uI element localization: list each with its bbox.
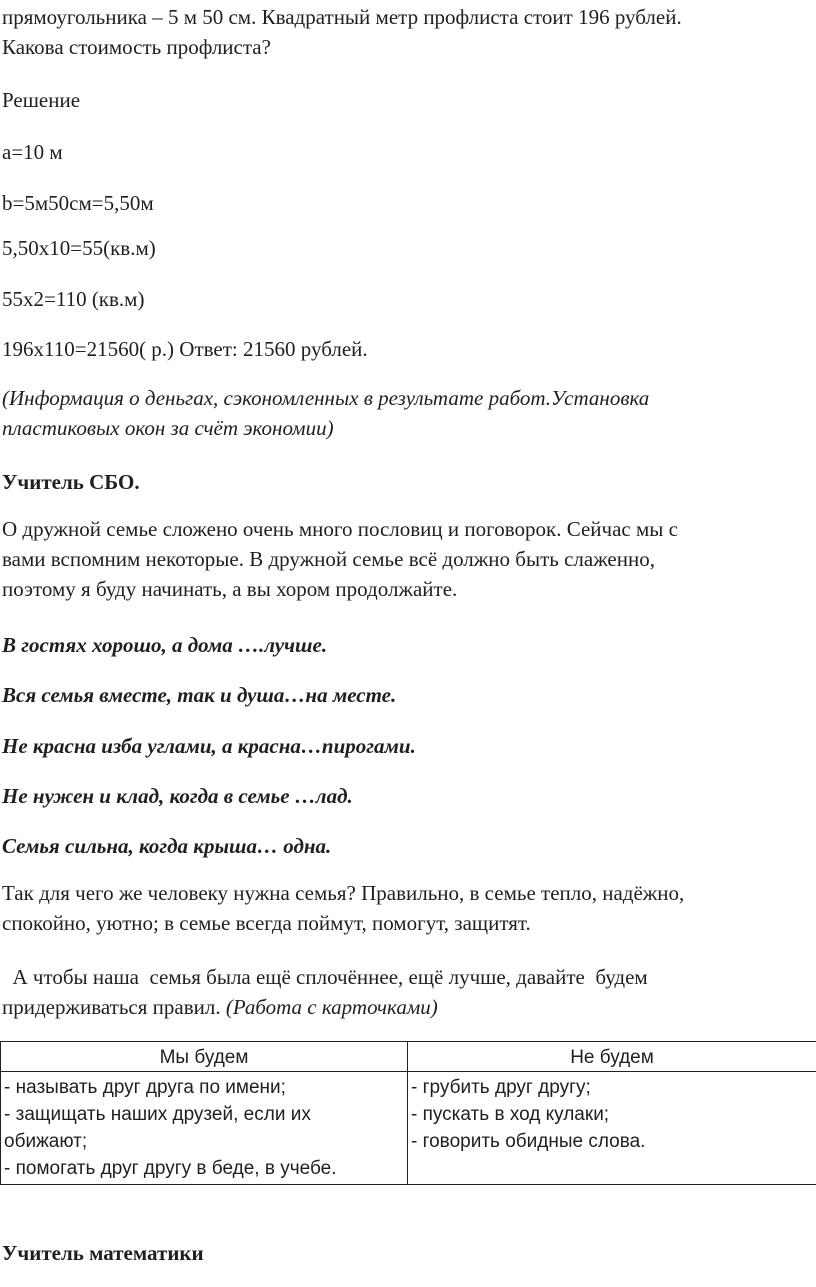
will-cell [1,1072,408,1185]
solution-step-4: 55х2=110 (кв.м) [2,287,145,311]
rules-table [0,1041,816,1185]
proverb-3: Не красна изба углами, а красна…пирогами. [2,734,416,758]
will-item-2-cont: обижают; [4,1131,88,1152]
proverbs-intro [2,514,814,604]
rules-intro-line-2 [2,992,814,1022]
will-item-3: - помогать друг другу в беде, в учебе. [4,1158,337,1179]
proverbs-intro-line-2: вами вспомним некоторые. В дружной семье всё должно быть слаженно, [2,547,655,571]
proverb-4: Не нужен и клад, когда в семье …лад. [2,784,353,808]
proverb-5: Семья сильна, когда крыша… одна. [2,834,332,858]
savings-note-line-1: (Информация о деньгах, сэкономленных в результате работ.Установка [2,386,650,410]
will-item-2: - защищать наших друзей, если их [4,1104,311,1125]
proverb-2: Вся семья вместе, так и душа…на месте. [2,683,397,707]
rules-table-header-row [1,1042,816,1072]
will-not-cell [408,1072,816,1185]
proverbs-intro-line-3: поэтому я буду начинать, а вы хором продолжайте. [2,577,458,601]
solution-answer: 196х110=21560( р.) Ответ: 21560 рублей. [2,337,368,361]
will-not-item-3: - говорить обидные слова. [411,1131,646,1152]
will-item-1: - называть друг друга по имени; [4,1077,286,1098]
problem-line-2: Какова стоимость профлиста? [2,35,271,59]
solution-step-1: a=10 м [2,140,63,164]
header-will: Мы будем [1,1042,408,1072]
solution-step-3: 5,50х10=55(кв.м) [2,236,156,260]
why-family-text [2,878,814,938]
header-will-not: Не будем [408,1042,816,1072]
rules-intro-line-1: А чтобы наша семья была ещё сплочённее, ещё лучше, давайте будем [2,965,648,989]
teacher-sbo-heading: Учитель СБО. [2,470,140,494]
will-not-item-1: - грубить друг другу; [411,1077,591,1098]
savings-note-line-2: пластиковых окон за счёт экономии) [2,416,334,440]
solution-heading: Решение [2,88,81,112]
cards-work-note: (Работа с карточками) [225,995,438,1019]
rules-intro-line-2-text: придерживаться правил. [2,995,226,1019]
proverbs-intro-line-1: О дружной семье сложено очень много пословиц и поговорок. Сейчас мы с [2,517,678,541]
will-not-item-2: - пускать в ход кулаки; [411,1104,610,1125]
problem-text [2,2,814,62]
teacher-math-heading: Учитель математики [2,1241,204,1265]
rules-intro [2,962,814,1022]
savings-note [2,383,814,443]
why-family-line-2: спокойно, уютно; в семье всегда поймут, помогут, защитят. [2,911,531,935]
why-family-line-1: Так для чего же человеку нужна семья? Правильно, в семье тепло, надёжно, [2,881,685,905]
problem-line-1: прямоугольника – 5 м 50 см. Квадратный метр профлиста стоит 196 рублей. [2,5,682,29]
solution-step-2: b=5м50см=5,50м [2,191,154,215]
rules-table-row [1,1072,816,1185]
proverb-1: В гостях хорошо, а дома ….лучше. [2,633,328,657]
